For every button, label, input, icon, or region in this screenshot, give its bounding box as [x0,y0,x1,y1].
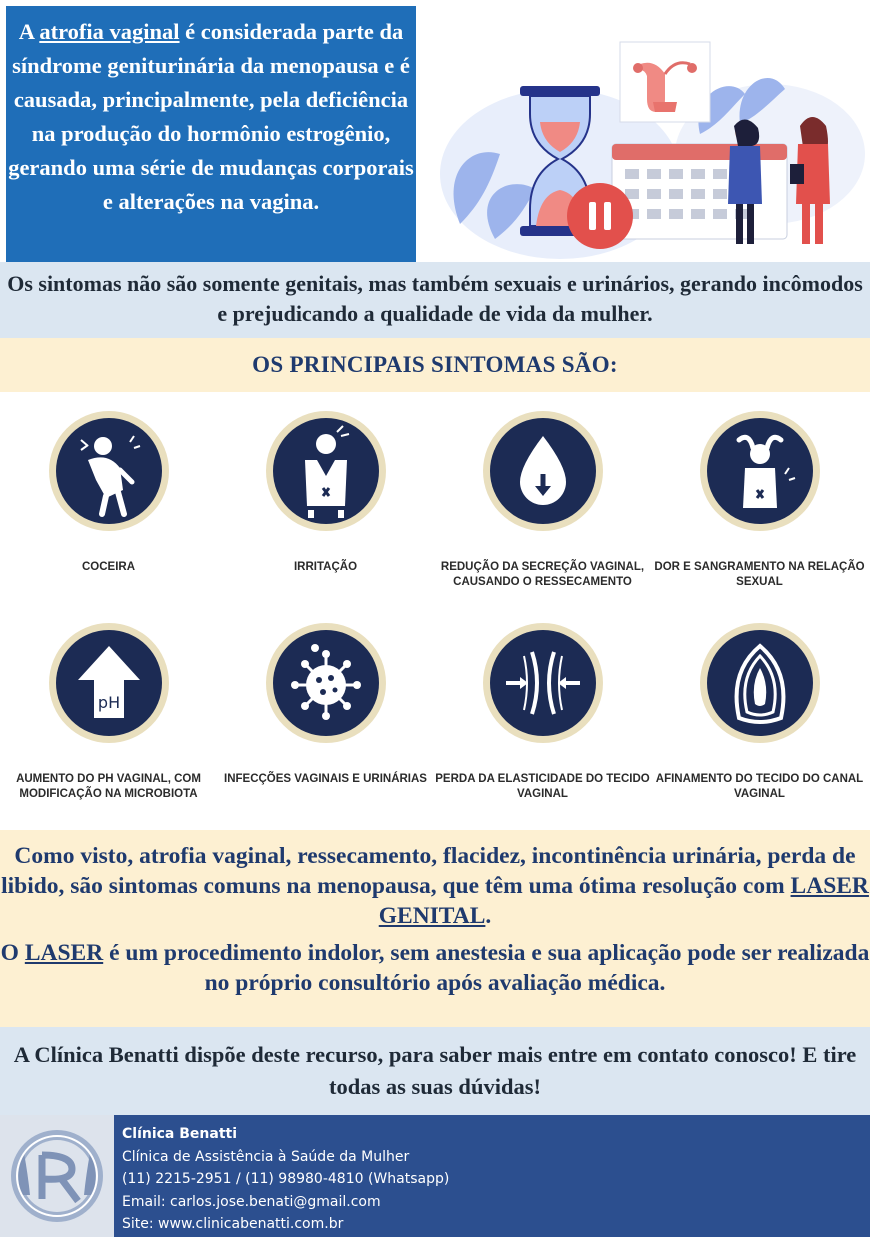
laser-genital-link[interactable]: LASER GENITAL [378,873,869,929]
symptom-label: AUMENTO DO PH VAGINAL, COM MODIFICAÇÃO NA MICROBIOTA [16,773,201,800]
symptom-item [434,622,651,802]
symptom-label: REDUÇÃO DA SECREÇÃO VAGINAL, CAUSANDO O RESSECAMENTO [440,561,645,588]
laser-p2-start: O [0,940,25,966]
ph-up-arrow-icon [48,622,170,744]
symptom-label: IRRITAÇÃO [293,561,358,573]
pain-woman-icon [699,410,821,532]
symptom-item [0,410,217,575]
laser-p1-end: . [485,903,492,929]
symptoms-heading: OS PRINCIPAIS SINTOMAS SÃO: [252,352,618,377]
intro-before: A [18,19,40,44]
clinic-logo [0,1115,114,1237]
drop-down-arrow-icon [482,410,604,532]
symptoms-heading-band [0,338,870,392]
symptom-item [0,622,217,802]
laser-band [0,830,870,1027]
vaginal-canal-icon [699,622,821,744]
symptom-label: DOR E SANGRAMENTO NA RELAÇÃO SEXUAL [654,561,865,588]
header [0,0,870,262]
laser-p1-text: Como visto, atrofia vaginal, ressecamento, flacidez, incontinência urinária, perda de libido, são sintomas comuns na menopausa, que têm uma ótima resolução com [1,843,856,899]
virus-icon [265,622,387,744]
intro-box [6,6,416,262]
clinic-phones[interactable]: (11) 2215-2951 / (11) 98980-4810 (Whatsapp) [122,1171,450,1187]
elasticity-arrows-icon [482,622,604,744]
footer-contact-info [122,1123,449,1236]
symptoms-intro-text: Os sintomas não são somente genitais, mas também sexuais e urinários, gerando incômodos e prejudicando a qualidade de vida da mulher. [7,271,863,326]
clinic-subtitle: Clínica de Assistência à Saúde da Mulher [122,1148,410,1165]
symptom-item [651,622,868,802]
contact-cta-band [0,1027,870,1115]
symptom-item [434,410,651,590]
clinic-name: Clínica Benatti [122,1126,238,1142]
symptom-label: PERDA DA ELASTICIDADE DO TECIDO VAGINAL [435,773,650,800]
symptom-item [217,622,434,787]
symptom-item [217,410,434,575]
svg-text:pH: pH [97,693,120,712]
clinic-logo-icon [0,1115,114,1237]
laser-link[interactable]: LASER [24,940,104,966]
irritated-woman-icon [265,410,387,532]
symptom-label: INFECÇÕES VAGINAIS E URINÁRIAS [224,773,427,785]
symptom-label: COCEIRA [81,561,136,573]
clinic-site[interactable]: Site: www.clinicabenatti.com.br [122,1216,344,1232]
intro-highlight: atrofia vaginal [39,19,180,44]
itching-woman-icon [48,410,170,532]
laser-paragraph-2 [0,938,870,998]
clinic-email[interactable]: Email: carlos.jose.benati@gmail.com [122,1193,381,1210]
symptoms-grid [0,392,870,830]
symptom-item [651,410,868,590]
laser-p2-text: é um procedimento indolor, sem anestesia e sua aplicação pode ser realizada no próprio consultório após avaliação médica. [103,940,870,996]
laser-paragraph-1 [0,841,870,931]
intro-after: é considerada parte da síndrome geniturinária da menopausa e é causada, principalmente, pela deficiência na produção do hormônio estrogênio, gerando uma série de mudanças corporais e alterações na vagina. [8,19,414,214]
menopause-illustration-svg [440,4,870,260]
contact-cta-text: A Clínica Benatti dispõe deste recurso, para saber mais entre em contato conosco! E tire todas as suas dúvidas! [13,1042,857,1099]
footer [0,1115,870,1237]
menopause-illustration [440,4,870,260]
symptom-label: AFINAMENTO DO TECIDO DO CANAL VAGINAL [655,773,864,800]
symptoms-intro-band [0,262,870,338]
pause-icon [567,183,633,249]
